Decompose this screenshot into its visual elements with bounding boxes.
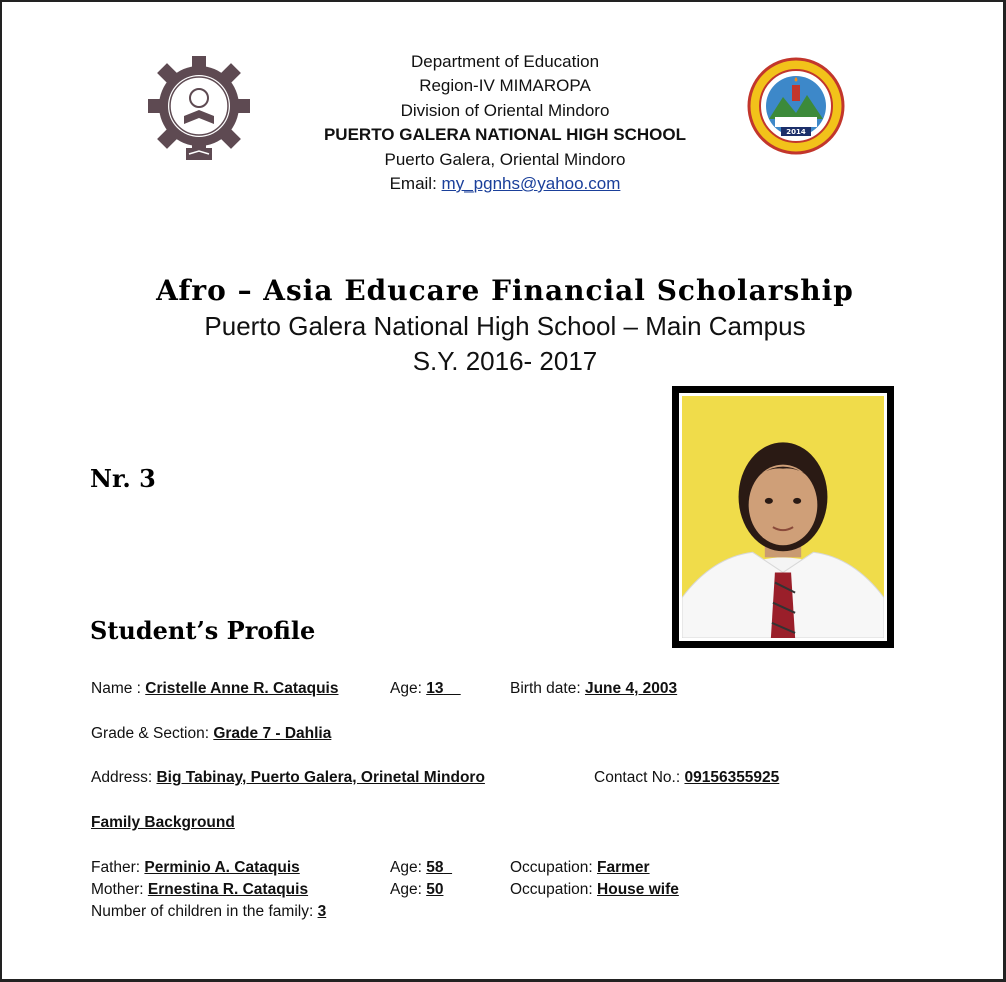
father-age-label: Age: — [390, 859, 427, 876]
age-field — [390, 680, 461, 698]
student-birth-date: June 4, 2003 — [584, 680, 678, 697]
name-label: Name : — [91, 680, 146, 697]
mother-field — [91, 881, 308, 899]
father-field — [91, 859, 300, 877]
address-label: Address: — [91, 769, 157, 786]
header-region: Region-IV MIMAROPA — [419, 76, 591, 96]
email-label: Email: — [389, 174, 442, 194]
mother-age-field — [390, 881, 443, 899]
school-year: S.Y. 2016- 2017 — [412, 346, 598, 376]
birth-date-label: Birth date: — [510, 680, 585, 697]
header-school-address: Puerto Galera, Oriental Mindoro — [384, 149, 626, 169]
header-department: Department of Education — [410, 52, 600, 71]
student-address: Big Tabinay, Puerto Galera, Orinetal Mindoro — [156, 769, 485, 786]
address-field — [91, 769, 485, 787]
mother-occupation-field — [510, 881, 679, 899]
children-count-label: Number of children in the family: — [91, 903, 318, 920]
children-count: 3 — [317, 903, 327, 920]
student-photo — [679, 393, 887, 641]
seal-year: 2014 — [786, 128, 806, 136]
student-portrait-image — [682, 396, 884, 638]
email-link[interactable]: my_pgnhs@yahoo.com — [441, 174, 621, 194]
father-label: Father: — [91, 859, 145, 876]
header-email-line — [2, 172, 1006, 196]
family-background-heading: Family Background — [91, 814, 235, 831]
contact-label: Contact No.: — [594, 769, 685, 786]
name-field — [91, 680, 339, 698]
campus-subtitle: Puerto Galera National High School – Main Campus — [204, 311, 806, 341]
father-occupation-field — [510, 859, 650, 877]
mother-name: Ernestina R. Cataquis — [147, 881, 309, 898]
letterhead — [2, 50, 1006, 196]
mother-age: 50 — [426, 881, 444, 898]
father-name: Perminio A. Cataquis — [144, 859, 300, 876]
mother-label: Mother: — [91, 881, 148, 898]
grade-section-label: Grade & Section: — [91, 725, 214, 742]
contact-field — [594, 769, 779, 787]
age-label: Age: — [390, 680, 427, 697]
grade-section-field — [91, 725, 331, 743]
mother-occupation: House wife — [597, 881, 679, 898]
student-contact: 09156355925 — [684, 769, 780, 786]
birth-date-field — [510, 680, 677, 698]
mother-occupation-label: Occupation: — [510, 881, 598, 898]
student-photo-frame — [672, 386, 894, 648]
father-age: 58 — [426, 859, 444, 876]
student-age: 13 — [426, 680, 444, 697]
student-name: Cristelle Anne R. Cataquis — [145, 680, 339, 697]
header-school-name: PUERTO GALERA NATIONAL HIGH SCHOOL — [323, 125, 687, 145]
father-occupation-label: Occupation: — [510, 859, 598, 876]
profile-heading: Student’s Profile — [90, 616, 316, 645]
scholarship-title: Afro – Asia Educare Financial Scholarship — [156, 274, 854, 307]
father-occupation: Farmer — [597, 859, 650, 876]
father-age-field — [390, 859, 452, 877]
children-count-field — [91, 903, 326, 921]
student-grade-section: Grade 7 - Dahlia — [213, 725, 332, 742]
mother-age-label: Age: — [390, 881, 427, 898]
record-number: Nr. 3 — [90, 464, 156, 493]
header-division: Division of Oriental Mindoro — [400, 100, 610, 120]
